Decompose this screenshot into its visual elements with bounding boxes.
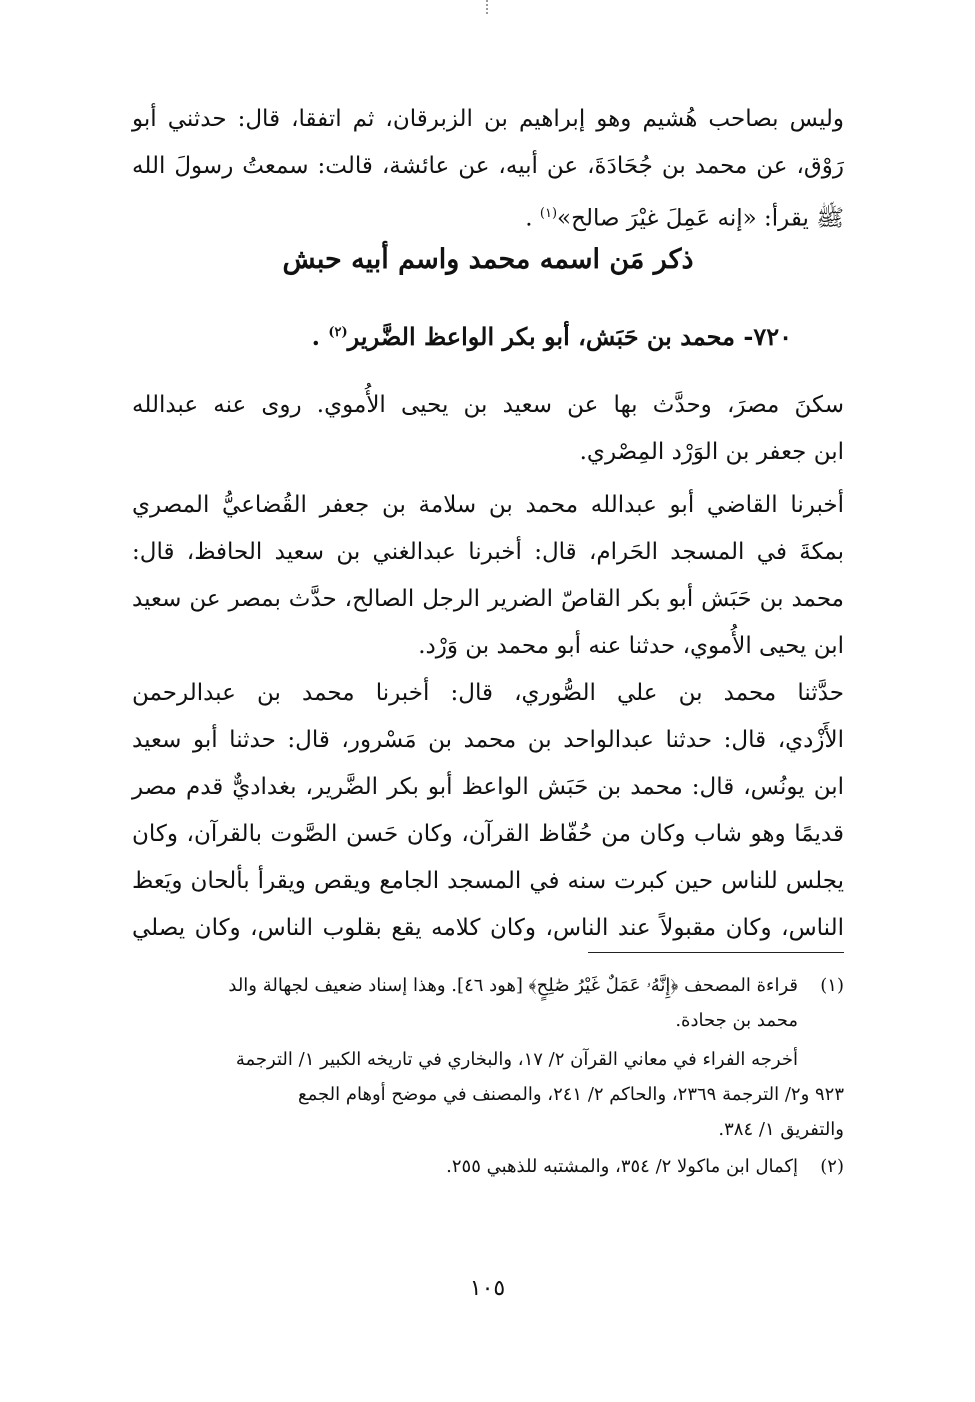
paragraph — [132, 670, 844, 952]
footnote-line: والتفريق ١/ ٣٨٤. — [718, 1119, 844, 1140]
text-segment: . — [525, 205, 540, 232]
text-line: يجلس للناس حين كبرت سنه في المسجد الجامع ويقص ويقرأ بألحان ويَعظ — [132, 868, 844, 894]
text-line: ابن جعفر بن الوَرْد المِصْري. — [579, 439, 844, 465]
entry-title — [132, 322, 792, 351]
paragraph — [132, 482, 844, 670]
text-line: الأَزْدي، قال: حدثنا عبدالواحد بن محمد بن مَسْرور، قال: حدثنا أبو سعيد — [132, 727, 844, 753]
text-line: الناس، وكان مقبولاً عند الناس، وكان كلامه يقع بقلوب الناس، وكان يصلي — [132, 915, 844, 941]
footnote-line — [132, 968, 844, 1003]
text-line: بمكةَ في المسجد الحَرام، قال: أخبرنا عبدالغني بن سعيد الحافظ، قال: — [132, 539, 844, 565]
footnote-number: (١) — [820, 975, 844, 996]
footnote-line: أخرجه الفراء في معاني القرآن ٢/ ١٧، والبخاري في تاريخه الكبير ١/ الترجمة — [235, 1049, 798, 1070]
footnote-ref: (١) — [539, 206, 558, 221]
text-line — [132, 190, 844, 243]
opening-paragraph — [132, 96, 844, 243]
footnote-line: محمد بن جحادة. — [675, 1010, 798, 1031]
text-line: قديمًا وهو شاب وكان من حُفّاظ القرآن، وكان حَسن الصَّوت بالقرآن، وكان — [132, 821, 844, 847]
text-line: ابن يحيى الأُموي، حدثنا عنه أبو محمد بن وَرْد. — [418, 633, 844, 659]
scan-mark — [486, 0, 490, 14]
entry-tail: . — [311, 322, 329, 351]
entry-text: ٧٢٠- محمد بن حَبَش، أبو بكر الواعظ الضَّرير — [347, 322, 792, 351]
footnote-text: قراءة المصحف ﴿إِنَّهُۥ عَمَلٌ غَيْرُ صَٰلِحٍ﴾ [هود ٤٦]. وهذا إسناد ضعيف لجهالة والد — [228, 975, 798, 996]
text-segment: ﷺ يقرأ: «إنه عَمِلَ غيْرَ صالح» — [557, 205, 844, 232]
footnote-line: ٩٢٣ و٢/ الترجمة ٢٣٦٩، والحاكم ٢/ ٢٤١، والمصنف في موضح أوهام الجمع — [298, 1084, 844, 1105]
section-heading: ذكر مَن اسمه محمد واسم أبيه حبش — [282, 244, 694, 275]
text-line: حدَّثنا محمد بن علي الصُّوري، قال: أخبرنا محمد بن عبدالرحمن — [132, 680, 844, 706]
text-line: ابن يونُس، قال: محمد بن حَبَش الواعظ أبو بكر الضَّرير، بغداديٌّ قدم مصر — [132, 774, 844, 800]
text-line: محمد بن حَبَش أبو بكر القاصّ الضرير الرجل الصالح، حدَّث بمصر عن سعيد — [132, 586, 844, 612]
paragraph — [132, 382, 844, 476]
footnote-2 — [132, 1149, 844, 1184]
footnote-number: (٢) — [820, 1156, 844, 1177]
page-number: ١٠٥ — [469, 1276, 506, 1301]
footnote-ref: (٢) — [328, 325, 348, 340]
text-line: رَوْق، عن محمد بن جُحَادَةَ، عن أبيه، عن عائشة، قالت: سمعتُ رسولَ الله — [132, 153, 844, 179]
footnote-text: إكمال ابن ماكولا ٢/ ٣٥٤، والمشتبه للذهبي ٢٥٥. — [446, 1156, 798, 1177]
footnote-separator — [588, 952, 844, 953]
footnote-1 — [132, 968, 844, 1184]
text-line: وليس بصاحب هُشيم وهو إبراهيم بن الزبرقان، ثم اتفقا، قال: حدثني أبو — [132, 106, 844, 132]
text-line: أخبرنا القاضي أبو عبدالله محمد بن سلامة بن جعفر القُضاعيُّ المصري — [132, 492, 844, 518]
text-line: سكنَ مصرَ، وحدَّث بها عن سعيد بن يحيى الأُموي. روى عنه عبدالله — [132, 392, 844, 418]
